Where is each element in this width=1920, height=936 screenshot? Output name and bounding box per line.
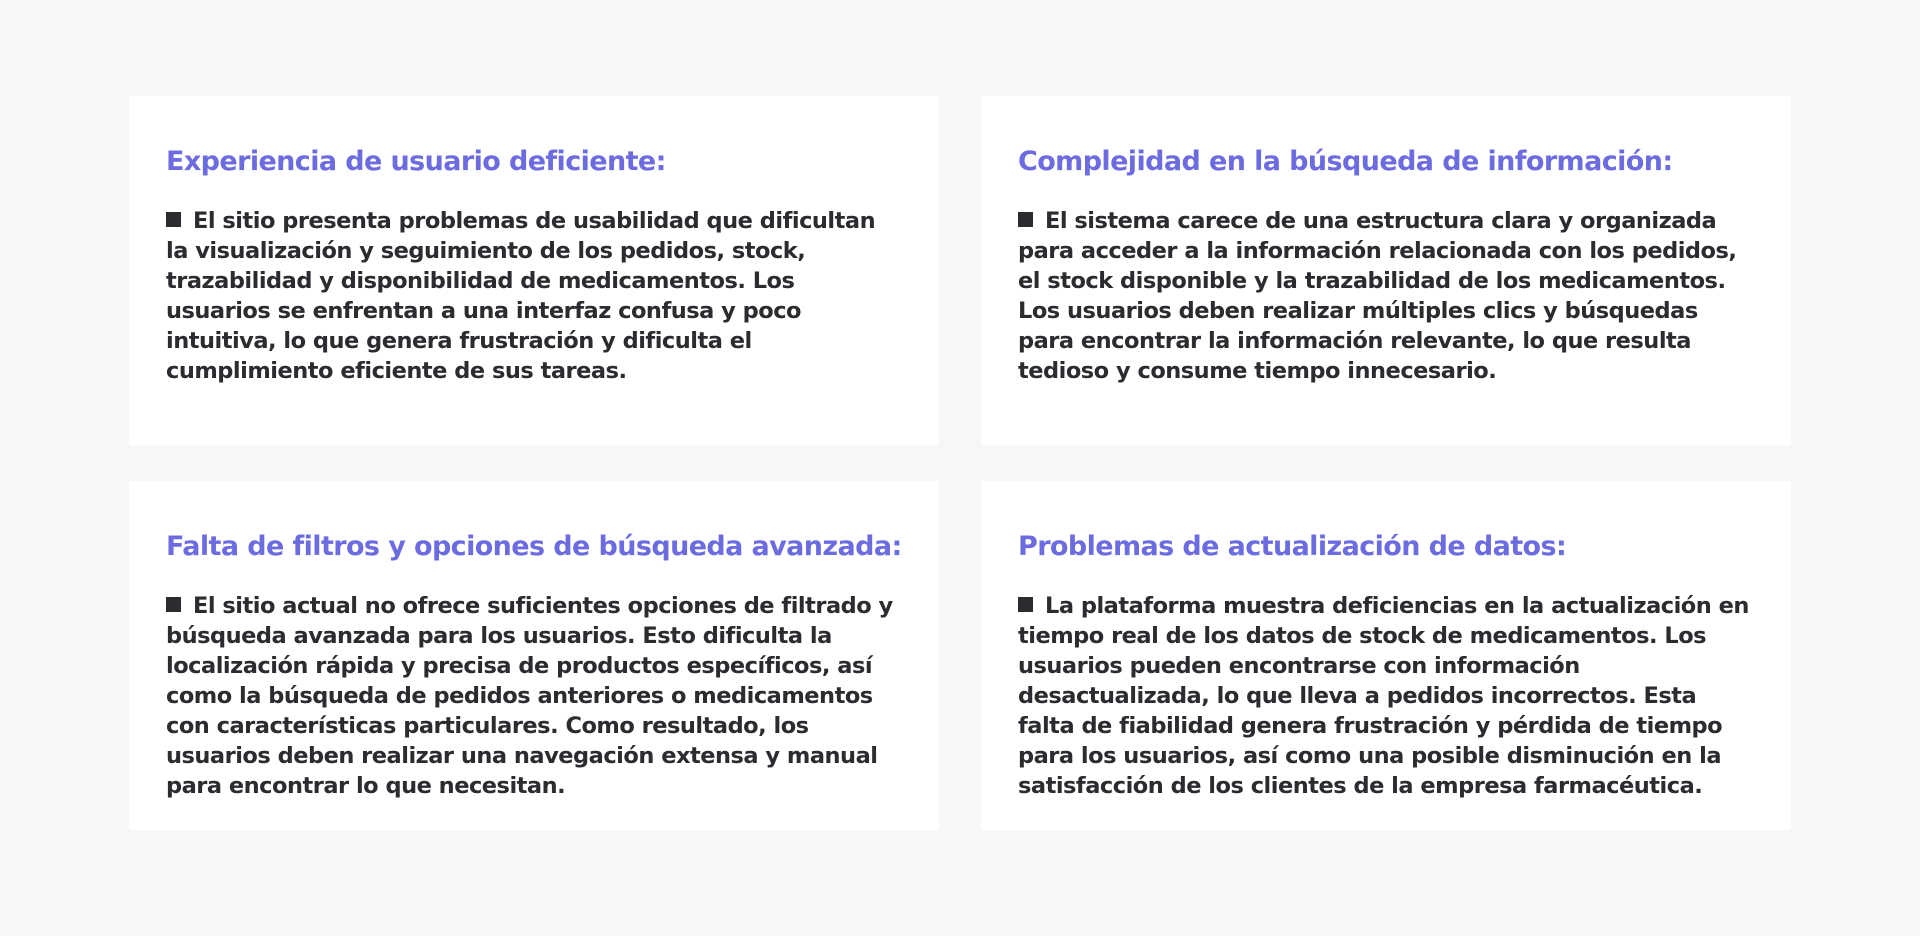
card-title: Complejidad en la búsqueda de información: bbox=[1018, 146, 1673, 177]
card-text: La plataforma muestra deficiencias en la actualización en tiempo real de los datos de stock de medicamentos. Los usuarios pueden encontrarse con información desactualizada, lo que lleva a pedidos incorrectos. Esta falta de fiabilidad genera frustración y pérdida de tiempo para los usuarios, así como una posible disminución en la satisfacción de los clientes de la empresa farmacéutica. bbox=[1018, 593, 1749, 799]
problem-card-search-complexity bbox=[981, 96, 1791, 445]
square-bullet-icon bbox=[1018, 212, 1033, 227]
card-text: El sitio actual no ofrece suficientes opciones de filtrado y búsqueda avanzada para los usuarios. Esto dificulta la localización rápida y precisa de productos específicos, así como la búsqueda de pedidos anteriores o medicamentos con características particulares. Como resultado, los usuarios deben realizar una navegación extensa y manual para encontrar lo que necesitan. bbox=[166, 593, 893, 799]
card-title: Experiencia de usuario deficiente: bbox=[166, 146, 666, 177]
problem-card-filters bbox=[129, 481, 939, 830]
card-description bbox=[1018, 591, 1755, 801]
card-title: Problemas de actualización de datos: bbox=[1018, 531, 1567, 562]
square-bullet-icon bbox=[166, 212, 181, 227]
square-bullet-icon bbox=[166, 597, 181, 612]
square-bullet-icon bbox=[1018, 597, 1033, 612]
problem-card-usability bbox=[129, 96, 939, 445]
card-text: El sistema carece de una estructura clara y organizada para acceder a la información relacionada con los pedidos, el stock disponible y la trazabilidad de los medicamentos. Los usuarios deben realizar múltiples clics y búsquedas para encontrar la información relevante, lo que resulta tedioso y consume tiempo innecesario. bbox=[1018, 208, 1737, 384]
problem-cards-grid bbox=[129, 96, 1791, 830]
card-description bbox=[1018, 206, 1755, 386]
card-title: Falta de filtros y opciones de búsqueda avanzada: bbox=[166, 531, 902, 562]
card-description bbox=[166, 591, 903, 801]
card-text: El sitio presenta problemas de usabilidad que dificultan la visualización y seguimiento de los pedidos, stock, trazabilidad y disponibilidad de medicamentos. Los usuarios se enfrentan a una interfaz confusa y poco intuitiva, lo que genera frustración y dificulta el cumplimiento eficiente de sus tareas. bbox=[166, 208, 876, 384]
problem-card-data-updates bbox=[981, 481, 1791, 830]
card-description bbox=[166, 206, 903, 386]
